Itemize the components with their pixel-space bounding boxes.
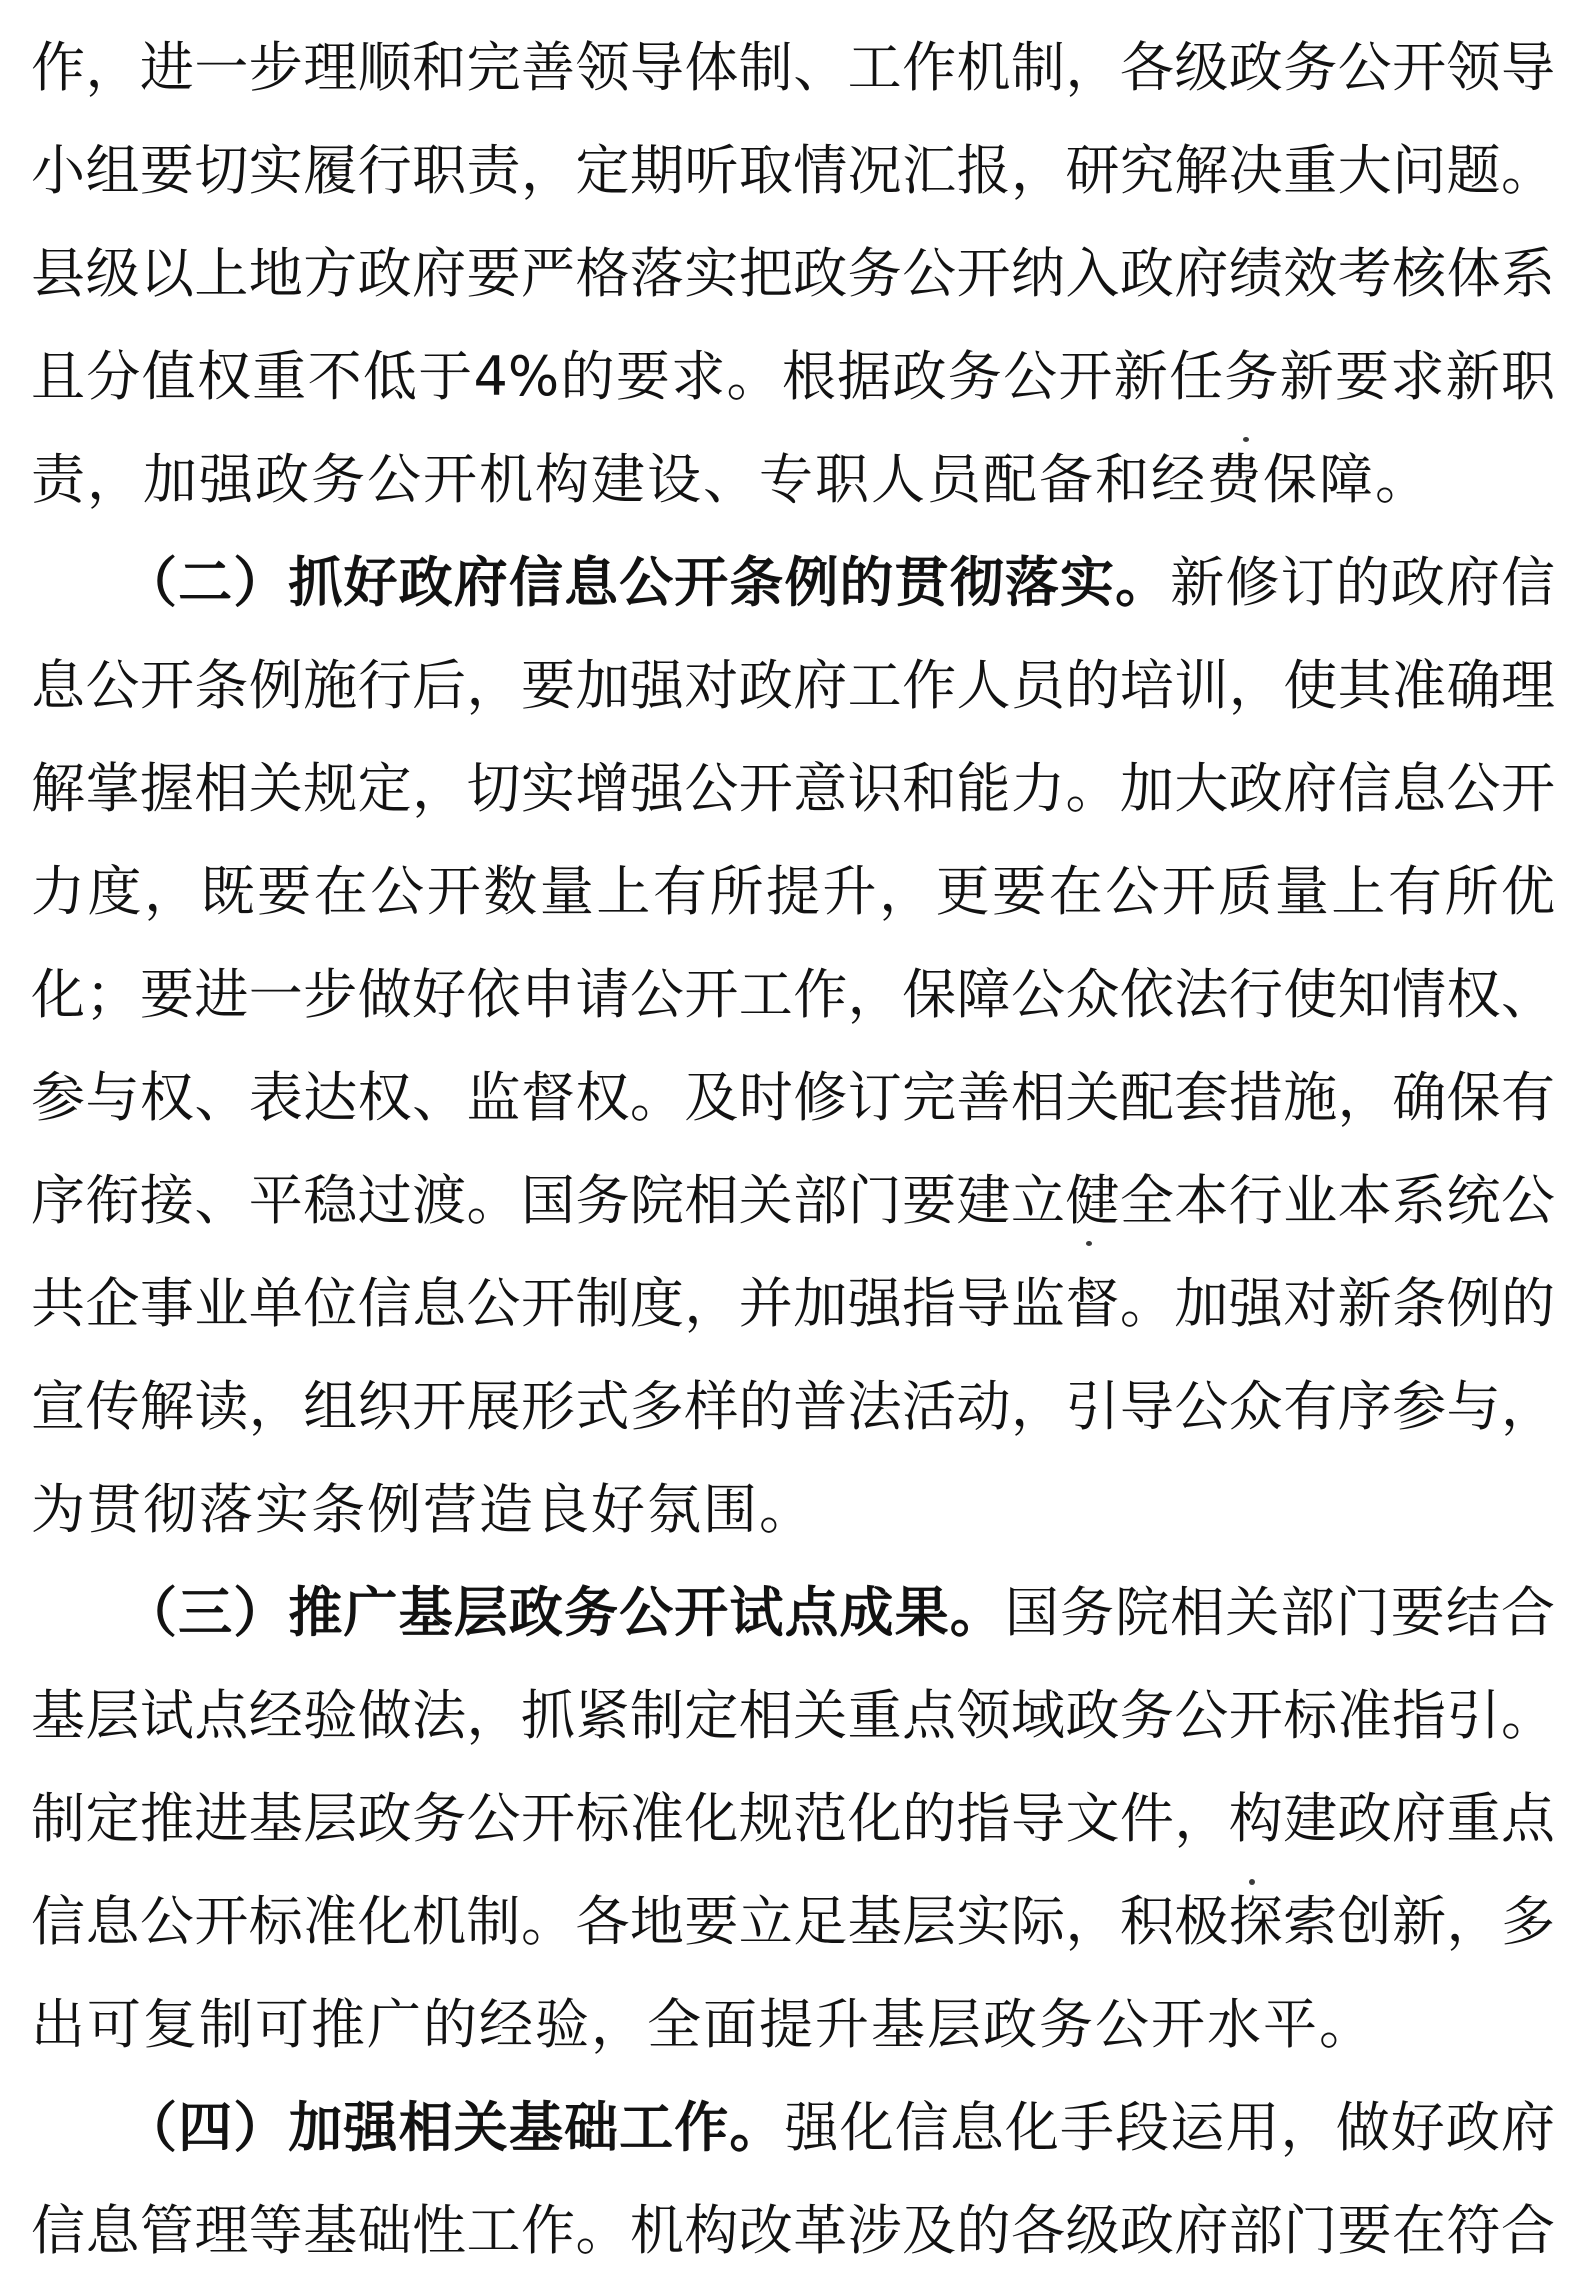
text-line-20 bbox=[31, 1973, 1555, 2076]
text-line-8 bbox=[31, 737, 1555, 840]
text-line-7 bbox=[31, 634, 1555, 737]
text-line-12 bbox=[31, 1149, 1555, 1252]
body-text: 信息公开标准化机制。各地要立足基层实际，积极探索创新，多 bbox=[31, 1890, 1555, 1953]
body-text: 息公开条例施行后，要加强对政府工作人员的培训，使其准确理 bbox=[31, 654, 1555, 717]
body-text: 信息管理等基础性工作。机构改革涉及的各级政府部门要在符合 bbox=[31, 2199, 1555, 2262]
body-text: 责，加强政务公开机构建设、专职人员配备和经费保障。 bbox=[31, 448, 1431, 511]
body-text: 化；要进一步做好依申请公开工作，保障公众依法行使知情权、 bbox=[31, 963, 1555, 1026]
text-line-16 bbox=[31, 1561, 1555, 1664]
scan-speck bbox=[1249, 1879, 1255, 1885]
text-line-13 bbox=[31, 1252, 1555, 1355]
text-line-22 bbox=[31, 2179, 1555, 2282]
text-line-5 bbox=[31, 428, 1555, 531]
body-text: 出可复制可推广的经验，全面提升基层政务公开水平。 bbox=[31, 1993, 1375, 2056]
text-line-15 bbox=[31, 1458, 1555, 1561]
document-text-block bbox=[31, 16, 1555, 2282]
body-text: 解掌握相关规定，切实增强公开意识和能力。加大政府信息公开 bbox=[31, 757, 1555, 820]
body-text: 且分值权重不低于4%的要求。根据政务公开新任务新要求新职 bbox=[31, 345, 1555, 408]
body-text: 基层试点经验做法，抓紧制定相关重点领域政务公开标准指引。 bbox=[31, 1684, 1555, 1747]
body-text: 为贯彻落实条例营造良好氛围。 bbox=[31, 1478, 815, 1541]
body-text: 强化信息化手段运用，做好政府 bbox=[784, 2096, 1555, 2159]
text-line-17 bbox=[31, 1664, 1555, 1767]
section-heading: （三）推广基层政务公开试点成果。 bbox=[123, 1581, 1005, 1644]
scan-speck bbox=[1086, 1241, 1092, 1246]
text-line-10 bbox=[31, 943, 1555, 1046]
text-line-11 bbox=[31, 1046, 1555, 1149]
body-text: 小组要切实履行职责，定期听取情况汇报，研究解决重大问题。 bbox=[31, 139, 1555, 202]
body-text: 序衔接、平稳过渡。国务院相关部门要建立健全本行业本系统公 bbox=[31, 1169, 1555, 1232]
body-text: 宣传解读，组织开展形式多样的普法活动，引导公众有序参与， bbox=[31, 1375, 1555, 1438]
body-text: 共企事业单位信息公开制度，并加强指导监督。加强对新条例的 bbox=[31, 1272, 1555, 1335]
section-heading: （二）抓好政府信息公开条例的贯彻落实。 bbox=[123, 551, 1171, 614]
body-text: 作，进一步理顺和完善领导体制、工作机制，各级政务公开领导 bbox=[31, 36, 1555, 99]
text-line-21 bbox=[31, 2076, 1555, 2179]
text-line-9 bbox=[31, 840, 1555, 943]
text-line-6 bbox=[31, 531, 1555, 634]
body-text: 参与权、表达权、监督权。及时修订完善相关配套措施，确保有 bbox=[31, 1066, 1555, 1129]
scan-speck bbox=[1243, 437, 1249, 442]
body-text: 新修订的政府信 bbox=[1170, 551, 1555, 614]
body-text: 制定推进基层政务公开标准化规范化的指导文件，构建政府重点 bbox=[31, 1787, 1555, 1850]
body-text: 县级以上地方政府要严格落实把政务公开纳入政府绩效考核体系 bbox=[31, 242, 1555, 305]
text-line-14 bbox=[31, 1355, 1555, 1458]
body-text: 力度，既要在公开数量上有所提升，更要在公开质量上有所优 bbox=[31, 860, 1555, 923]
text-line-18 bbox=[31, 1767, 1555, 1870]
text-line-2 bbox=[31, 119, 1555, 222]
text-line-4 bbox=[31, 325, 1555, 428]
text-line-3 bbox=[31, 222, 1555, 325]
body-text: 国务院相关部门要结合 bbox=[1004, 1581, 1555, 1644]
text-line-19 bbox=[31, 1870, 1555, 1973]
section-heading: （四）加强相关基础工作。 bbox=[123, 2096, 785, 2159]
text-line-1 bbox=[31, 16, 1555, 119]
